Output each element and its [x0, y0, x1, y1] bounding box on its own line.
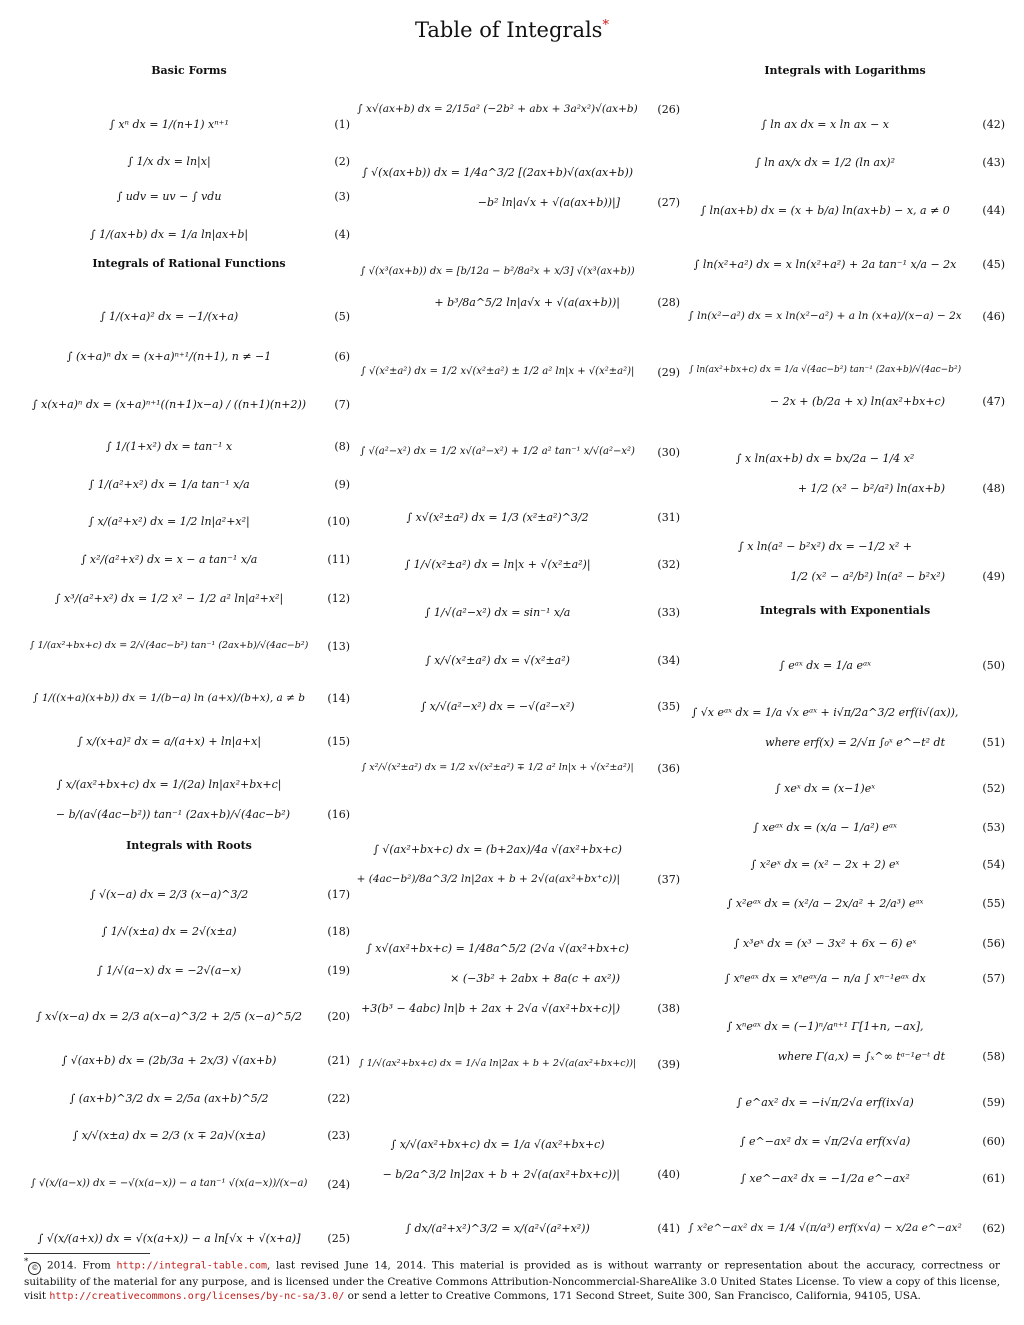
equation-number: (35) — [657, 700, 680, 713]
equation-number: (55) — [982, 897, 1005, 910]
equation-42 — [685, 118, 1005, 148]
equation-formula: ∫ √(ax+b) dx = (2b/3a + 2x/3) √(ax+b) — [61, 1054, 277, 1067]
equation-number: (57) — [982, 972, 1005, 985]
equation-number: (61) — [982, 1172, 1005, 1185]
equation-59 — [685, 1096, 1005, 1126]
equation-formula: ∫ xⁿ dx = 1/(n+1) xⁿ⁺¹ — [109, 118, 229, 131]
equation-number: (12) — [327, 592, 350, 605]
equation-5 — [28, 310, 350, 340]
equation-12 — [28, 592, 350, 622]
equation-formula: ∫ ln ax dx = x ln ax − x — [760, 118, 889, 131]
equation-1 — [28, 118, 350, 148]
equation-number: (48) — [982, 482, 1005, 495]
equation-formula-continued: + (4ac−b²)/8a^3/2 ln|2ax + b + 2√(a(ax²+bx⁺c))| — [356, 873, 620, 885]
equation-number: (9) — [334, 478, 350, 491]
equation-formula: ∫ x²eᵃˣ dx = (x²/a − 2x/a² + 2/a³) eᵃˣ — [726, 897, 924, 910]
equation-formula: ∫ x/(a²+x²) dx = 1/2 ln|a²+x²| — [88, 515, 250, 528]
equation-formula: ∫ x³eˣ dx = (x³ − 3x² + 6x − 6) eˣ — [733, 937, 917, 950]
equation-formula: ∫ 1/√(x²±a²) dx = ln|x + √(x²±a²)| — [404, 558, 591, 571]
equation-34 — [355, 654, 680, 684]
equation-15 — [28, 735, 350, 765]
equation-23 — [28, 1129, 350, 1159]
footnote-rule — [24, 1253, 150, 1254]
equation-number: (41) — [657, 1222, 680, 1235]
equation-40 — [355, 1138, 680, 1198]
equation-formula: ∫ udv = uv − ∫ vdu — [116, 190, 222, 203]
equation-29 — [355, 366, 680, 396]
equation-formula: ∫ x²e^−ax² dx = 1/4 √(π/a³) erf(x√a) − x/2a e^−ax² — [688, 1222, 962, 1234]
equation-number: (34) — [657, 654, 680, 667]
equation-formula: ∫ x²/(a²+x²) dx = x − a tan⁻¹ x/a — [80, 553, 258, 566]
equation-number: (54) — [982, 858, 1005, 871]
equation-number: (26) — [657, 103, 680, 116]
equation-number: (46) — [982, 310, 1005, 323]
equation-formula: ∫ 1/(ax+b) dx = 1/a ln|ax+b| — [89, 228, 249, 241]
equation-formula: ∫ √(a²−x²) dx = 1/2 x√(a²−x²) + 1/2 a² tan⁻¹ x/√(a²−x²) — [360, 446, 635, 457]
integral-table-link[interactable]: http://integral-table.com — [116, 1260, 267, 1272]
equation-number: (38) — [657, 1002, 680, 1015]
equation-formula: ∫ x/√(a²−x²) dx = −√(a²−x²) — [420, 700, 575, 713]
equation-57 — [685, 972, 1005, 1002]
equation-31 — [355, 511, 680, 541]
equation-formula: ∫ x√(ax+b) dx = 2/15a² (−2b² + abx + 3a²x²)√(ax+b) — [357, 103, 638, 115]
equation-2 — [28, 155, 350, 185]
equation-54 — [685, 858, 1005, 888]
equation-number: (15) — [327, 735, 350, 748]
equation-formula: ∫ x³/(a²+x²) dx = 1/2 x² − 1/2 a² ln|a²+x²| — [54, 592, 284, 605]
equation-46 — [685, 310, 1005, 340]
equation-48 — [685, 452, 1005, 512]
equation-9 — [28, 478, 350, 508]
equation-52 — [685, 782, 1005, 812]
equation-number: (13) — [327, 640, 350, 653]
equation-formula: ∫ ln(x²+a²) dx = x ln(x²+a²) + 2a tan⁻¹ x/a − 2x — [693, 258, 957, 271]
equation-formula: ∫ 1/x dx = ln|x| — [127, 155, 211, 168]
equation-18 — [28, 925, 350, 955]
equation-47 — [685, 365, 1005, 425]
equation-number: (58) — [982, 1050, 1005, 1063]
equation-number: (44) — [982, 204, 1005, 217]
equation-62 — [685, 1222, 1005, 1252]
equation-formula-continued: 1/2 (x² − a²/b²) ln(a² − b²x²) — [790, 570, 945, 583]
equation-number: (23) — [327, 1129, 350, 1142]
equation-formula-continued: +3(b³ − 4abc) ln|b + 2ax + 2√a √(ax²+bx+c)|) — [361, 1002, 620, 1015]
equation-formula: ∫ ln ax/x dx = 1/2 (ln ax)² — [754, 156, 895, 169]
equation-number: (30) — [657, 446, 680, 459]
equation-formula: ∫ √(x(ax+b)) dx = 1/4a^3/2 [(2ax+b)√(ax(ax+b)) — [361, 166, 634, 179]
equation-formula-continued: −b² ln|a√x + √(a(ax+b))|] — [477, 196, 620, 209]
equation-number: (60) — [982, 1135, 1005, 1148]
equation-number: (8) — [334, 440, 350, 453]
equation-formula: ∫ dx/(a²+x²)^3/2 = x/(a²√(a²+x²)) — [405, 1222, 590, 1235]
equation-number: (56) — [982, 937, 1005, 950]
equation-61 — [685, 1172, 1005, 1202]
equation-number: (16) — [327, 808, 350, 821]
section-heading-roots: Integrals with Roots — [126, 839, 252, 852]
equation-formula: ∫ √(ax²+bx+c) dx = (b+2ax)/4a √(ax²+bx+c) — [373, 843, 622, 856]
title-text: Table of Integrals — [415, 18, 603, 42]
equation-number: (21) — [327, 1054, 350, 1067]
equation-26 — [355, 103, 680, 133]
footnote-body: , last revised June 14, 2014. This material is provided as is without warranty or representation about the accuracy, correctness or suitability of the material for any purpose, and is licensed under the Creative Commons Attribution-Noncommercial-ShareAlike 3.0 United States License. To view a copy of this license, visit — [24, 1259, 1000, 1303]
equation-number: (33) — [657, 606, 680, 619]
equation-number: (28) — [657, 296, 680, 309]
equation-16 — [28, 778, 350, 838]
equation-formula: ∫ xeᵃˣ dx = (x/a − 1/a²) eᵃˣ — [753, 821, 897, 834]
equation-6 — [28, 350, 350, 380]
equation-3 — [28, 190, 350, 220]
equation-formula: ∫ 1/((x+a)(x+b)) dx = 1/(b−a) ln (a+x)/(b+x), a ≠ b — [33, 692, 305, 704]
equation-8 — [28, 440, 350, 470]
equation-formula: ∫ x ln(a² − b²x²) dx = −1/2 x² + — [737, 540, 913, 553]
equation-number: (31) — [657, 511, 680, 524]
equation-formula: ∫ x√(x−a) dx = 2/3 a(x−a)^3/2 + 2/5 (x−a)^5/2 — [35, 1010, 303, 1023]
equation-4 — [28, 228, 350, 258]
equation-43 — [685, 156, 1005, 186]
equation-formula: ∫ xe^−ax² dx = −1/2a e^−ax² — [740, 1172, 910, 1185]
equation-number: (20) — [327, 1010, 350, 1023]
equation-number: (39) — [657, 1058, 680, 1071]
equation-number: (7) — [334, 398, 350, 411]
equation-formula: ∫ 1/√(a−x) dx = −2√(a−x) — [96, 964, 242, 977]
equation-10 — [28, 515, 350, 545]
equation-number: (5) — [334, 310, 350, 323]
equation-formula: ∫ e^ax² dx = −i√π/2√a erf(ix√a) — [736, 1096, 914, 1109]
equation-formula-continued: − b/2a^3/2 ln|2ax + b + 2√(a(ax²+bx+c))| — [382, 1168, 620, 1181]
equation-formula: ∫ 1/(1+x²) dx = tan⁻¹ x — [105, 440, 233, 453]
equation-24 — [28, 1178, 350, 1208]
equation-formula: ∫ x/(x+a)² dx = a/(a+x) + ln|a+x| — [76, 735, 262, 748]
equation-36 — [355, 762, 680, 792]
equation-55 — [685, 897, 1005, 927]
equation-formula: ∫ 1/(a²+x²) dx = 1/a tan⁻¹ x/a — [88, 478, 250, 491]
title-footnote-mark: * — [602, 18, 609, 33]
equation-number: (53) — [982, 821, 1005, 834]
equation-number: (29) — [657, 366, 680, 379]
equation-number: (43) — [982, 156, 1005, 169]
equation-number: (1) — [334, 118, 350, 131]
equation-30 — [355, 446, 680, 476]
equation-formula: ∫ 1/(ax²+bx+c) dx = 2/√(4ac−b²) tan⁻¹ (2ax+b)/√(4ac−b²) — [29, 640, 309, 651]
equation-formula: ∫ eᵃˣ dx = 1/a eᵃˣ — [778, 659, 872, 672]
equation-formula-continued: where Γ(a,x) = ∫ₓ^∞ tᵃ⁻¹e⁻ᵗ dt — [777, 1050, 945, 1063]
equation-formula: ∫ x²eˣ dx = (x² − 2x + 2) eˣ — [750, 858, 900, 871]
equation-formula: ∫ √x eᵃˣ dx = 1/a √x eᵃˣ + i√π/2a^3/2 erf(i√(ax)), — [691, 706, 959, 719]
equation-formula: ∫ e^−ax² dx = √π/2√a erf(x√a) — [739, 1135, 911, 1148]
equation-formula: ∫ x/√(x²±a²) dx = √(x²±a²) — [425, 654, 570, 667]
equation-37 — [355, 843, 680, 903]
equation-formula: ∫ √(x/(a+x)) dx = √(x(a+x)) − a ln[√x + √(x+a)] — [37, 1232, 301, 1245]
equation-formula: ∫ √(x−a) dx = 2/3 (x−a)^3/2 — [89, 888, 249, 901]
equation-56 — [685, 937, 1005, 967]
equation-formula-continued: where erf(x) = 2/√π ∫₀ˣ e^−t² dt — [765, 736, 945, 749]
equation-49 — [685, 540, 1005, 600]
section-heading-rational: Integrals of Rational Functions — [92, 257, 286, 270]
equation-formula-continued: + b³/8a^5/2 ln|a√x + √(a(ax+b))| — [434, 296, 620, 309]
equation-38 — [355, 942, 680, 1032]
equation-17 — [28, 888, 350, 918]
equation-number: (11) — [327, 553, 350, 566]
equation-35 — [355, 700, 680, 730]
equation-number: (62) — [982, 1222, 1005, 1235]
equation-formula: ∫ ln(ax²+bx+c) dx = 1/a √(4ac−b²) tan⁻¹ (2ax+b)/√(4ac−b²) — [688, 365, 962, 375]
page-title — [0, 18, 1024, 42]
equation-number: (27) — [657, 196, 680, 209]
equation-41 — [355, 1222, 680, 1252]
equation-20 — [28, 1010, 350, 1040]
equation-number: (18) — [327, 925, 350, 938]
equation-51 — [685, 706, 1005, 766]
equation-19 — [28, 964, 350, 994]
footnote — [24, 1255, 1000, 1304]
equation-formula-continued: × (−3b² + 2abx + 8a(c + ax²)) — [450, 972, 620, 985]
equation-formula: ∫ xⁿeᵃˣ dx = (−1)ⁿ/aⁿ⁺¹ Γ[1+n, −ax], — [726, 1020, 924, 1033]
equation-formula: ∫ x²/√(x²±a²) dx = 1/2 x√(x²±a²) ∓ 1/2 a² ln|x + √(x²±a²)| — [361, 762, 634, 773]
equation-formula: ∫ ln(x²−a²) dx = x ln(x²−a²) + a ln (x+a)/(x−a) − 2x — [688, 310, 962, 322]
equation-formula: ∫ x ln(ax+b) dx = bx/2a − 1/4 x² — [735, 452, 915, 465]
equation-number: (25) — [327, 1232, 350, 1245]
equation-formula: ∫ (ax+b)^3/2 dx = 2/5a (ax+b)^5/2 — [69, 1092, 269, 1105]
equation-58 — [685, 1020, 1005, 1080]
equation-number: (52) — [982, 782, 1005, 795]
equation-number: (47) — [982, 395, 1005, 408]
equation-number: (50) — [982, 659, 1005, 672]
equation-32 — [355, 558, 680, 588]
equation-number: (45) — [982, 258, 1005, 271]
equation-formula: ∫ √(x/(a−x)) dx = −√(x(a−x)) − a tan⁻¹ √(x(a−x))/(x−a) — [30, 1178, 308, 1189]
equation-7 — [28, 398, 350, 428]
section-heading-exponentials: Integrals with Exponentials — [759, 604, 931, 617]
equation-53 — [685, 821, 1005, 851]
equation-44 — [685, 204, 1005, 234]
equation-formula: ∫ x√(x²±a²) dx = 1/3 (x²±a²)^3/2 — [406, 511, 589, 524]
equation-number: (32) — [657, 558, 680, 571]
equation-number: (22) — [327, 1092, 350, 1105]
equation-number: (2) — [334, 155, 350, 168]
equation-11 — [28, 553, 350, 583]
equation-formula: ∫ xⁿeᵃˣ dx = xⁿeᵃˣ/a − n/a ∫ xⁿ⁻¹eᵃˣ dx — [724, 972, 926, 985]
equation-formula: ∫ 1/(x+a)² dx = −1/(x+a) — [99, 310, 239, 323]
equation-formula: ∫ √(x³(ax+b)) dx = [b/12a − b²/8a²x + x/3] √(x³(ax+b)) — [360, 266, 635, 277]
equation-number: (24) — [327, 1178, 350, 1191]
equation-formula: ∫ x/(ax²+bx+c) dx = 1/(2a) ln|ax²+bx+c| — [56, 778, 282, 791]
equation-number: (37) — [657, 873, 680, 886]
equation-number: (19) — [327, 964, 350, 977]
equation-27 — [355, 166, 680, 226]
equation-formula: ∫ 1/√(a²−x²) dx = sin⁻¹ x/a — [424, 606, 571, 619]
equation-number: (36) — [657, 762, 680, 775]
equation-formula: ∫ 1/√(x±a) dx = 2√(x±a) — [101, 925, 237, 938]
equation-number: (40) — [657, 1168, 680, 1181]
equation-22 — [28, 1092, 350, 1122]
equation-39 — [355, 1058, 680, 1088]
equation-number: (3) — [334, 190, 350, 203]
equation-number: (14) — [327, 692, 350, 705]
creative-commons-link[interactable]: http://creativecommons.org/licenses/by-nc-sa/3.0/ — [49, 1291, 345, 1303]
equation-number: (6) — [334, 350, 350, 363]
section-heading-basic-forms: Basic Forms — [151, 64, 227, 77]
equation-formula-continued: − b/(a√(4ac−b²)) tan⁻¹ (2ax+b)/√(4ac−b²) — [55, 808, 290, 821]
equation-number: (49) — [982, 570, 1005, 583]
equation-formula-continued: + 1/2 (x² − b²/a²) ln(ax+b) — [797, 482, 945, 495]
equation-formula: ∫ x/√(ax²+bx+c) dx = 1/a √(ax²+bx+c) — [390, 1138, 605, 1151]
equation-number: (42) — [982, 118, 1005, 131]
equation-formula-continued: − 2x + (b/2a + x) ln(ax²+bx+c) — [769, 395, 945, 408]
equation-number: (59) — [982, 1096, 1005, 1109]
footnote-year: 2014. From — [41, 1259, 117, 1272]
equation-33 — [355, 606, 680, 636]
equation-14 — [28, 692, 350, 722]
equation-formula: ∫ x√(ax²+bx+c) = 1/48a^5/2 (2√a √(ax²+bx+c) — [366, 942, 629, 955]
section-heading-logarithms: Integrals with Logarithms — [764, 64, 926, 77]
equation-number: (17) — [327, 888, 350, 901]
equation-45 — [685, 258, 1005, 288]
creative-commons-icon: © — [28, 1262, 41, 1275]
equation-formula: ∫ x(x+a)ⁿ dx = (x+a)ⁿ⁺¹((n+1)x−a) / ((n+1)(n+2)) — [31, 398, 307, 411]
equation-formula: ∫ 1/√(ax²+bx+c) dx = 1/√a ln|2ax + b + 2√(a(ax²+bx+c))| — [358, 1058, 637, 1069]
equation-number: (10) — [327, 515, 350, 528]
equation-60 — [685, 1135, 1005, 1165]
equation-21 — [28, 1054, 350, 1084]
equation-number: (4) — [334, 228, 350, 241]
equation-formula: ∫ xeˣ dx = (x−1)eˣ — [774, 782, 876, 795]
footnote-end: or send a letter to Creative Commons, 171 Second Street, Suite 300, San Francisco, California, 94105, USA. — [344, 1290, 921, 1303]
equation-13 — [28, 640, 350, 670]
equation-formula: ∫ x/√(x±a) dx = 2/3 (x ∓ 2a)√(x±a) — [72, 1129, 266, 1142]
equation-number: (51) — [982, 736, 1005, 749]
equation-formula: ∫ (x+a)ⁿ dx = (x+a)ⁿ⁺¹/(n+1), n ≠ −1 — [66, 350, 272, 363]
equation-50 — [685, 659, 1005, 689]
equation-formula: ∫ ln(ax+b) dx = (x + b/a) ln(ax+b) − x, a ≠ 0 — [700, 204, 950, 217]
equation-formula: ∫ √(x²±a²) dx = 1/2 x√(x²±a²) ± 1/2 a² ln|x + √(x²±a²)| — [360, 366, 635, 377]
equation-28 — [355, 266, 680, 326]
footnote-mark: * — [24, 1257, 29, 1267]
